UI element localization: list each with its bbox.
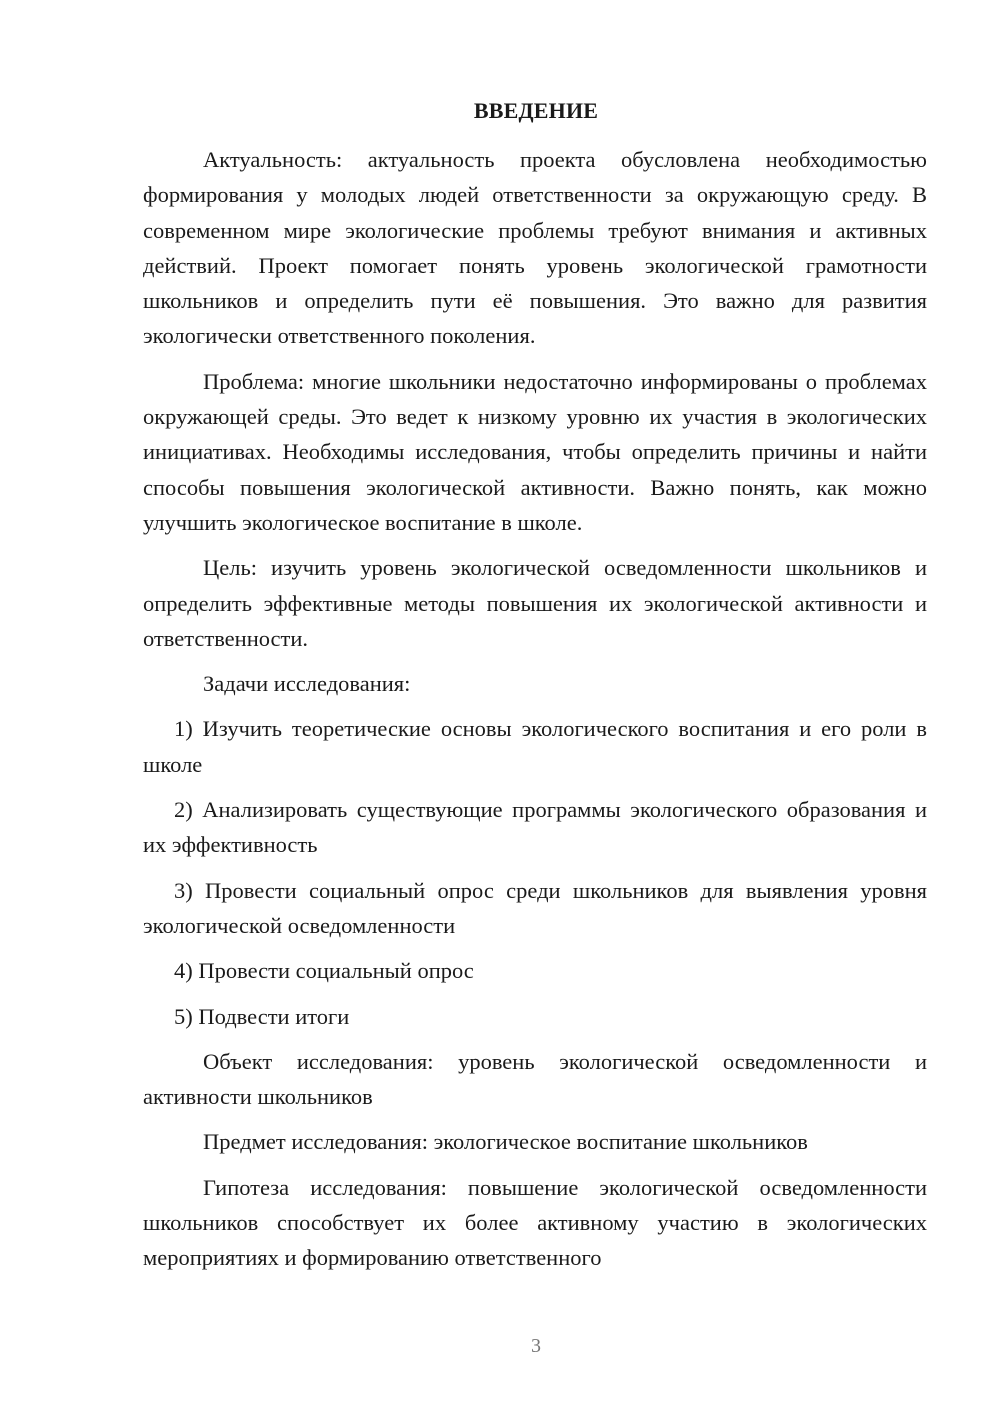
hypothesis-paragraph: Гипотеза исследования: повышение экологической осведомленности школьников способствует их более активному участию в экологических мероприятиях и формированию ответственного: [143, 1174, 927, 1271]
page-title: ВВЕДЕНИЕ: [473, 98, 599, 123]
page-number: 3: [531, 1335, 541, 1357]
relevance-paragraph: Актуальность: актуальность проекта обусловлена необходимостью формирования у молодых людей ответственности за окружающую среду. В современном мире экологические проблемы требуют внимания и активных действий. Проект помогает понять уровень экологической грамотности школьников и определить пути её повышения. Это важно для развития экологически ответственного поколения.: [143, 147, 927, 349]
goal-paragraph: Цель: изучить уровень экологической осведомленности школьников и определить эффективные методы повышения их экологической активности и ответственности.: [143, 555, 927, 651]
document-body: [143, 142, 927, 1286]
task-item: 2) Анализировать существующие программы экологического образования и их эффективность: [143, 797, 927, 858]
subject-paragraph: Предмет исследования: экологическое воспитание школьников: [203, 1129, 808, 1155]
task-item: 1) Изучить теоретические основы экологического воспитания и его роли в школе: [143, 716, 927, 777]
tasks-heading: Задачи исследования:: [203, 671, 411, 697]
task-item: 3) Провести социальный опрос среди школьников для выявления уровня экологической осведомленности: [143, 877, 927, 938]
task-item: 5) Подвести итоги: [174, 1003, 350, 1029]
task-item: 4) Провести социальный опрос: [174, 958, 474, 984]
object-paragraph: Объект исследования: уровень экологической осведомленности и активности школьников: [143, 1048, 927, 1110]
problem-paragraph: Проблема: многие школьники недостаточно информированы о проблемах окружающей среды. Это ведет к низкому уровню их участия в экологических инициативах. Необходимы исследования, чтобы определить причины и найти способы повышения экологической активности. Важно понять, как можно улучшить экологическое воспитание в школе.: [143, 368, 927, 535]
